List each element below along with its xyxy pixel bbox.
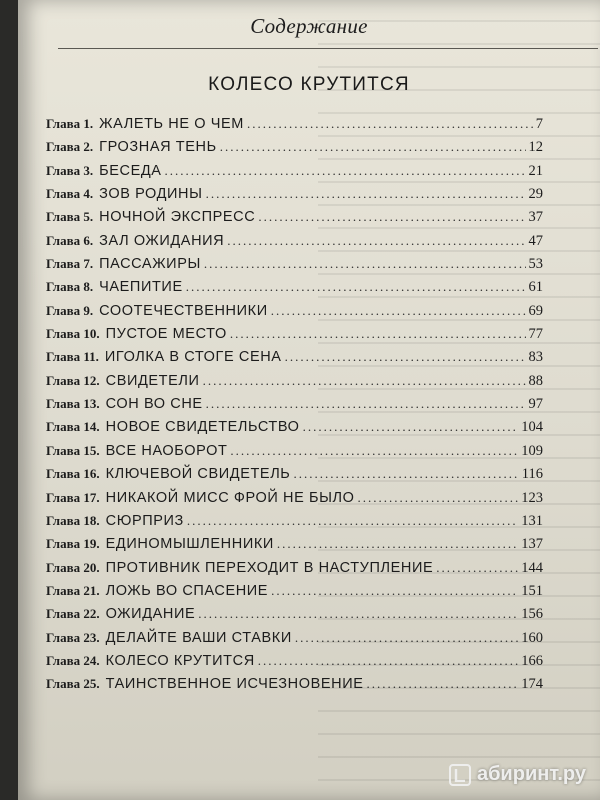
chapter-number: Глава 17.: [46, 489, 100, 505]
toc-entry: [46, 560, 543, 583]
dot-leader: [187, 513, 518, 529]
dot-leader: [271, 583, 518, 599]
page-number: 37: [528, 209, 543, 226]
chapter-number: Глава 25.: [46, 676, 100, 692]
chapter-title: НИКАКОЙ МИСС ФРОЙ НЕ БЫЛО: [105, 489, 355, 506]
toc-entry: [46, 606, 543, 629]
toc-entry: [46, 373, 543, 396]
page-number: 131: [521, 512, 543, 529]
page-number: 156: [521, 606, 543, 623]
chapter-title: ИГОЛКА В СТОГЕ СЕНА: [104, 349, 282, 366]
chapter-number: Глава 6.: [46, 232, 94, 248]
chapter-title: НОЧНОЙ ЭКСПРЕСС: [99, 209, 256, 226]
chapter-title: ОЖИДАНИЕ: [105, 606, 196, 623]
page-number: 7: [535, 116, 543, 132]
page-number: 83: [528, 349, 543, 366]
chapter-number: Глава 22.: [46, 606, 100, 622]
toc-entry: [46, 396, 543, 419]
page-number: 97: [528, 396, 543, 413]
watermark-text: абиринт.ру: [476, 763, 586, 785]
watermark: [449, 763, 586, 786]
toc-entry: [46, 139, 543, 162]
page-number: 160: [521, 629, 543, 646]
chapter-title: ПУСТОЕ МЕСТО: [105, 326, 227, 343]
page-number: 104: [521, 419, 543, 436]
dot-leader: [293, 466, 518, 482]
book-page: [18, 0, 600, 800]
chapter-number: Глава 19.: [46, 536, 100, 552]
dot-leader: [206, 396, 526, 412]
toc-entry: [46, 630, 543, 653]
book-title: КОЛЕСО КРУТИТСЯ: [208, 74, 410, 95]
page-number: 144: [521, 559, 543, 576]
chapter-number: Глава 23.: [46, 629, 100, 645]
dot-leader: [206, 186, 526, 202]
page-number: 61: [528, 279, 543, 296]
page-number: 151: [521, 582, 543, 599]
chapter-title: СООТЕЧЕСТВЕННИКИ: [99, 302, 268, 319]
page-header: Содержание: [250, 14, 368, 38]
chapter-title: ЗОВ РОДИНЫ: [99, 186, 203, 203]
page-number: 137: [521, 536, 543, 553]
chapter-number: Глава 12.: [46, 372, 100, 388]
chapter-title: ДЕЛАЙТЕ ВАШИ СТАВКИ: [105, 629, 292, 646]
chapter-title: СЮРПРИЗ: [105, 512, 184, 529]
chapter-number: Глава 5.: [46, 209, 94, 225]
toc-entry: [46, 209, 543, 232]
dot-leader: [436, 560, 518, 576]
toc-entry: [46, 513, 543, 536]
chapter-title: ПРОТИВНИК ПЕРЕХОДИТ В НАСТУПЛЕНИЕ: [105, 559, 434, 576]
chapter-title: ВСЕ НАОБОРОТ: [105, 442, 228, 459]
chapter-number: Глава 8.: [46, 279, 94, 295]
page-number: 88: [528, 372, 543, 389]
dot-leader: [295, 630, 518, 646]
toc-entry: [46, 349, 543, 372]
chapter-title: ЗАЛ ОЖИДАНИЯ: [99, 232, 225, 249]
dot-leader: [186, 279, 526, 295]
page-number: 69: [528, 302, 543, 319]
toc-entry: [46, 186, 543, 209]
chapter-number: Глава 20.: [46, 559, 100, 575]
page-number: 116: [521, 466, 543, 483]
chapter-number: Глава 1.: [46, 116, 94, 131]
page-number: 21: [528, 162, 543, 179]
page-number: 53: [528, 256, 543, 273]
chapter-title: ЖАЛЕТЬ НЕ О ЧЕМ: [99, 116, 244, 132]
chapter-number: Глава 21.: [46, 582, 100, 598]
toc-entry: [46, 466, 543, 489]
chapter-number: Глава 24.: [46, 652, 100, 668]
dot-leader: [258, 653, 518, 669]
toc-entry: [46, 303, 543, 326]
chapter-number: Глава 18.: [46, 512, 100, 528]
toc-entry: [46, 653, 543, 676]
page-number: 174: [521, 676, 543, 693]
toc-entry: [46, 676, 543, 699]
page-number: 29: [528, 186, 543, 203]
chapter-title: ТАИНСТВЕННОЕ ИСЧЕЗНОВЕНИЕ: [105, 676, 364, 693]
chapter-number: Глава 11.: [46, 349, 99, 365]
page-number: 47: [528, 232, 543, 249]
dot-leader: [367, 676, 519, 692]
chapter-number: Глава 9.: [46, 302, 94, 318]
dot-leader: [285, 349, 526, 365]
toc-entry: [46, 256, 543, 279]
chapter-number: Глава 15.: [46, 442, 100, 458]
page-number: 12: [528, 139, 543, 156]
chapter-number: Глава 2.: [46, 139, 94, 155]
toc-entry: [46, 583, 543, 606]
chapter-title: БЕСЕДА: [99, 162, 162, 179]
toc-entry: [46, 419, 543, 442]
page-number: 77: [528, 326, 543, 343]
dot-leader: [203, 373, 526, 389]
header-rule: [58, 48, 598, 49]
chapter-number: Глава 4.: [46, 186, 94, 202]
dot-leader: [258, 209, 525, 225]
chapter-title: КОЛЕСО КРУТИТСЯ: [105, 652, 255, 669]
dot-leader: [303, 419, 519, 435]
toc-entry: [46, 536, 543, 559]
dot-leader: [277, 536, 518, 552]
dot-leader: [227, 233, 525, 249]
page-number: 109: [521, 442, 543, 459]
chapter-title: ГРОЗНАЯ ТЕНЬ: [99, 139, 217, 156]
chapter-number: Глава 7.: [46, 256, 94, 272]
toc-entry: [46, 163, 543, 186]
chapter-title: ЕДИНОМЫШЛЕННИКИ: [105, 536, 274, 553]
table-of-contents: [46, 116, 543, 700]
dot-leader: [230, 443, 518, 459]
dot-leader: [358, 490, 519, 506]
page-number: 166: [521, 652, 543, 669]
toc-entry: [46, 116, 543, 139]
chapter-number: Глава 14.: [46, 419, 100, 435]
chapter-title: ПАССАЖИРЫ: [99, 256, 201, 273]
dot-leader: [230, 326, 526, 342]
chapter-number: Глава 16.: [46, 466, 100, 482]
dot-leader: [204, 256, 526, 272]
dot-leader: [165, 163, 526, 179]
toc-entry: [46, 490, 543, 513]
chapter-title: ЛОЖЬ ВО СПАСЕНИЕ: [105, 582, 269, 599]
toc-entry: [46, 326, 543, 349]
chapter-title: НОВОЕ СВИДЕТЕЛЬСТВО: [105, 419, 300, 436]
dot-leader: [220, 139, 526, 155]
chapter-title: СОН ВО СНЕ: [105, 396, 203, 413]
toc-entry: [46, 279, 543, 302]
chapter-number: Глава 10.: [46, 326, 100, 342]
chapter-title: КЛЮЧЕВОЙ СВИДЕТЕЛЬ: [105, 466, 291, 483]
labirint-logo-icon: [449, 764, 471, 786]
toc-entry: [46, 443, 543, 466]
page-number: 123: [521, 489, 543, 506]
dot-leader: [247, 116, 533, 132]
dot-leader: [271, 303, 526, 319]
toc-entry: [46, 233, 543, 256]
chapter-number: Глава 3.: [46, 162, 94, 178]
chapter-title: СВИДЕТЕЛИ: [105, 372, 200, 389]
chapter-title: ЧАЕПИТИЕ: [99, 279, 183, 296]
chapter-number: Глава 13.: [46, 396, 100, 412]
dot-leader: [198, 606, 518, 622]
